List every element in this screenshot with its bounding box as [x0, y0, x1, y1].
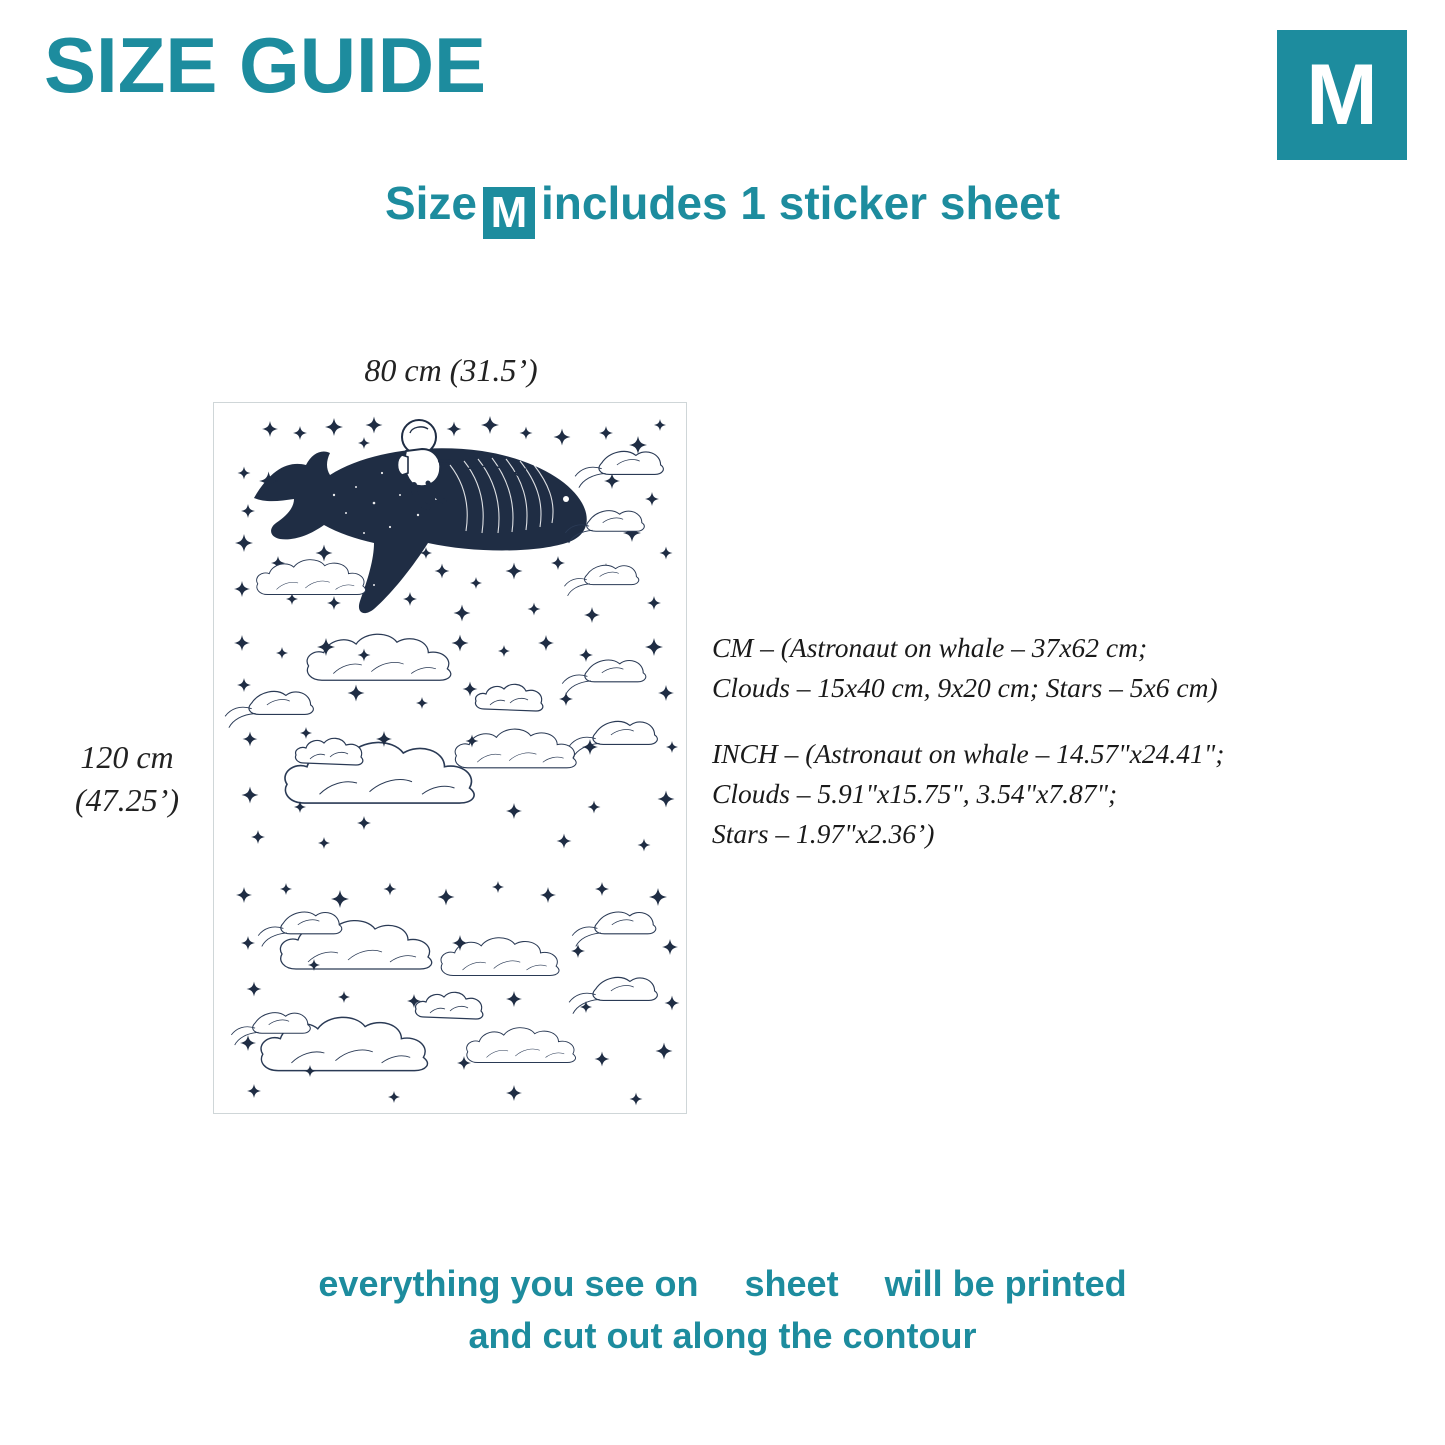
- spec-inch-line1: INCH – (Astronaut on whale – 14.57"x24.41";: [712, 737, 1225, 769]
- footer-line1-part3: will be printed: [884, 1263, 1127, 1304]
- footer-note: [0, 1258, 1445, 1362]
- page-title: SIZE GUIDE: [44, 21, 487, 109]
- footer-line-1: [0, 1258, 1445, 1310]
- sheet-height-label-line1: 120 cm: [80, 739, 174, 775]
- size-badge-inline: M: [483, 187, 535, 239]
- sticker-sheet-artwork: [214, 403, 686, 1113]
- subtitle: [0, 176, 1445, 239]
- spec-inch: [712, 734, 1372, 854]
- sheet-height-label-line2: (47.25’): [75, 782, 179, 819]
- spec-cm-line2: Clouds – 15x40 cm, 9x20 cm; Stars – 5x6 cm): [712, 671, 1218, 703]
- sticker-sheet-preview: [213, 402, 687, 1114]
- size-badge-corner: M: [1277, 30, 1407, 160]
- size-specifications: [712, 628, 1372, 853]
- spec-cm-line1: CM – (Astronaut on whale – 37x62 cm;: [712, 632, 1148, 663]
- footer-line1-part2: sheet: [744, 1263, 839, 1304]
- sheet-width-label: 80 cm (31.5’): [364, 352, 538, 388]
- subtitle-after: includes 1 sticker sheet: [541, 177, 1061, 229]
- spec-cm: [712, 628, 1372, 708]
- footer-line1-part1: everything you see on: [318, 1263, 699, 1304]
- sheet-height-label: [52, 736, 202, 822]
- spec-inch-line3: Stars – 1.97"x2.36’): [712, 817, 935, 849]
- spec-inch-line2: Clouds – 5.91"x15.75", 3.54"x7.87";: [712, 777, 1118, 809]
- subtitle-before: Size: [384, 177, 477, 229]
- footer-line-2: and cut out along the contour: [468, 1315, 977, 1357]
